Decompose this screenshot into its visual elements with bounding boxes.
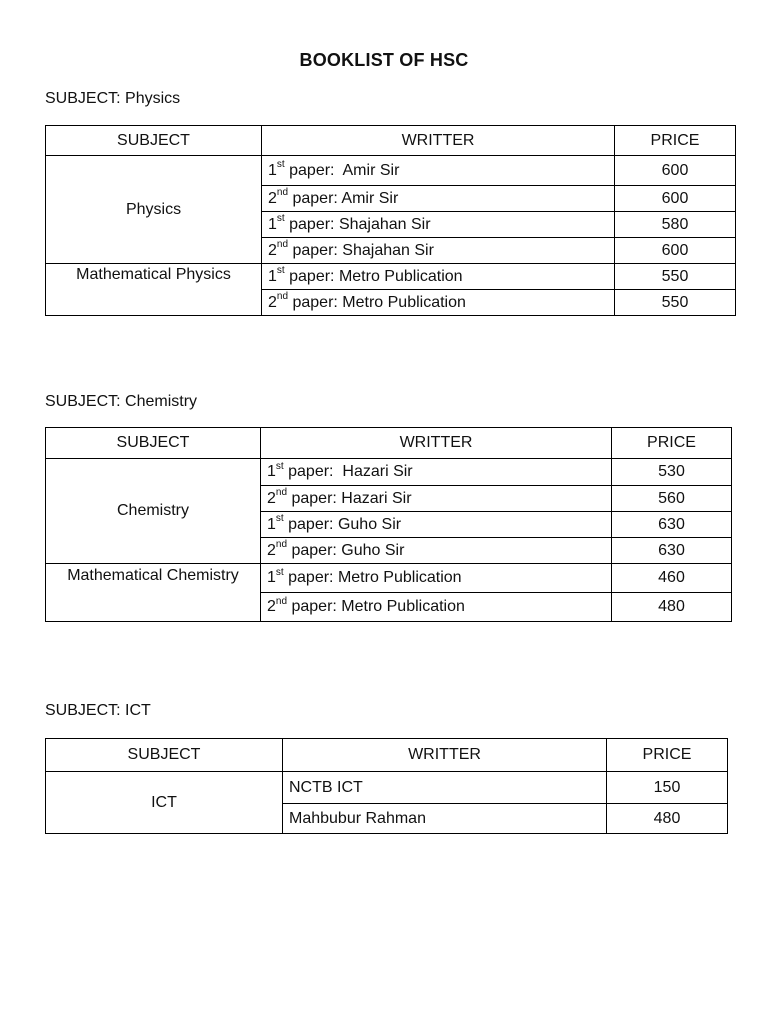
table-header-row (46, 739, 728, 772)
writer-cell: 1st paper: Hazari Sir (261, 459, 612, 486)
writer-cell: 1st paper: Guho Sir (261, 512, 612, 538)
chemistry-booklist-table (45, 427, 732, 622)
price-cell: 480 (612, 593, 732, 622)
writer-cell: 2nd paper: Amir Sir (262, 186, 615, 212)
writer-cell: Mahbubur Rahman (283, 804, 607, 834)
price-cell: 600 (615, 238, 736, 264)
subject-cell: Mathematical Chemistry (46, 564, 261, 622)
price-cell: 480 (607, 804, 728, 834)
price-column-header: PRICE (612, 428, 732, 459)
table-row (46, 564, 732, 593)
price-cell: 630 (612, 538, 732, 564)
writer-cell: NCTB ICT (283, 772, 607, 804)
writer-cell: 2nd paper: Metro Publication (261, 593, 612, 622)
table-row (46, 264, 736, 290)
writer-cell: 1st paper: Metro Publication (261, 564, 612, 593)
writer-column-header: WRITTER (283, 739, 607, 772)
price-cell: 550 (615, 290, 736, 316)
table-row (46, 772, 728, 804)
writer-cell: 1st paper: Amir Sir (262, 156, 615, 186)
table-header-row (46, 126, 736, 156)
writer-column-header: WRITTER (261, 428, 612, 459)
writer-cell: 1st paper: Shajahan Sir (262, 212, 615, 238)
price-cell: 560 (612, 486, 732, 512)
subject-column-header: SUBJECT (46, 428, 261, 459)
subject-cell: Physics (46, 156, 262, 264)
section-heading-chemistry: SUBJECT: Chemistry (45, 393, 198, 410)
physics-booklist-table (45, 125, 736, 316)
subject-column-header: SUBJECT (46, 126, 262, 156)
table-header-row (46, 428, 732, 459)
writer-cell: 1st paper: Metro Publication (262, 264, 615, 290)
price-cell: 600 (615, 186, 736, 212)
writer-cell: 2nd paper: Hazari Sir (261, 486, 612, 512)
document-title: BOOKLIST OF HSC (299, 50, 469, 70)
price-column-header: PRICE (607, 739, 728, 772)
table-row (46, 156, 736, 186)
writer-column-header: WRITTER (262, 126, 615, 156)
writer-cell: 2nd paper: Shajahan Sir (262, 238, 615, 264)
price-cell: 530 (612, 459, 732, 486)
price-cell: 550 (615, 264, 736, 290)
subject-cell: Mathematical Physics (46, 264, 262, 316)
price-cell: 460 (612, 564, 732, 593)
section-heading-ict: SUBJECT: ICT (45, 702, 151, 719)
price-cell: 600 (615, 156, 736, 186)
price-cell: 630 (612, 512, 732, 538)
price-cell: 150 (607, 772, 728, 804)
subject-cell: ICT (46, 772, 283, 834)
writer-cell: 2nd paper: Guho Sir (261, 538, 612, 564)
table-row (46, 459, 732, 486)
price-cell: 580 (615, 212, 736, 238)
subject-cell: Chemistry (46, 459, 261, 564)
section-heading-physics: SUBJECT: Physics (45, 90, 181, 107)
writer-cell: 2nd paper: Metro Publication (262, 290, 615, 316)
subject-column-header: SUBJECT (46, 739, 283, 772)
ict-booklist-table (45, 738, 728, 834)
price-column-header: PRICE (615, 126, 736, 156)
